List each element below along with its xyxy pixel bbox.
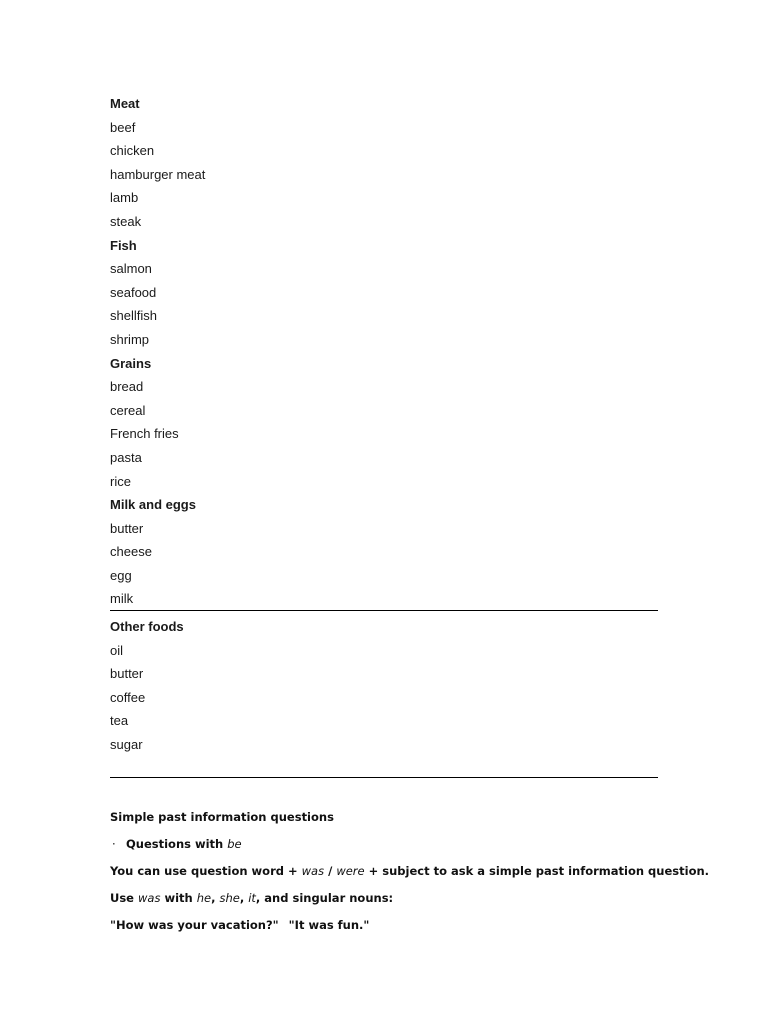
document-page xyxy=(110,92,710,939)
food-item: chicken xyxy=(110,143,155,159)
food-item: coffee xyxy=(110,689,146,705)
food-item: tea xyxy=(110,713,129,729)
bullet-item xyxy=(110,831,658,858)
usage-rest: , and singular nouns: xyxy=(255,890,394,905)
grammar-usage-line xyxy=(110,885,658,912)
food-item: beef xyxy=(110,119,136,135)
food-item: oil xyxy=(110,642,124,658)
usage-text: Use xyxy=(110,890,138,905)
horizontal-rule xyxy=(110,777,658,778)
food-list-part-2 xyxy=(110,615,658,757)
category-heading-meat: Meat xyxy=(110,96,140,111)
food-item: salmon xyxy=(110,261,152,277)
food-item: cereal xyxy=(110,402,146,418)
usage-she: she xyxy=(219,890,240,905)
category-heading-grains: Grains xyxy=(110,355,152,371)
food-item: egg xyxy=(110,567,132,583)
usage-with: with xyxy=(160,890,197,905)
usage-it: it xyxy=(248,890,256,905)
category-heading-other-foods: Other foods xyxy=(110,619,184,635)
rule-slash: / xyxy=(324,863,337,878)
example-answer: "It was fun." xyxy=(288,917,370,932)
food-item: sugar xyxy=(110,737,143,753)
food-item: milk xyxy=(110,591,134,607)
food-item: shellfish xyxy=(110,308,157,324)
usage-comma: , xyxy=(239,890,249,905)
rule-was: was xyxy=(301,863,325,878)
example-question: "How was your vacation?" xyxy=(110,917,279,932)
food-item: shrimp xyxy=(110,331,150,347)
food-item: butter xyxy=(110,520,144,536)
rule-were: were xyxy=(336,863,365,878)
bullet-italic: be xyxy=(227,836,242,851)
category-heading-fish: Fish xyxy=(110,237,137,253)
rule-text-end: + subject to ask a simple past information question. xyxy=(364,863,710,878)
usage-comma: , xyxy=(211,890,220,905)
grammar-rule-line xyxy=(110,858,710,885)
horizontal-rule xyxy=(110,610,658,611)
food-item: cheese xyxy=(110,544,152,560)
rule-text: You can use question word + xyxy=(110,863,302,878)
bullet-icon: · xyxy=(112,836,116,851)
food-list-part-1 xyxy=(110,92,658,611)
usage-he: he xyxy=(196,890,212,905)
food-item: pasta xyxy=(110,449,142,465)
food-item: rice xyxy=(110,473,131,489)
example-line xyxy=(110,912,658,939)
category-heading-milk-and-eggs: Milk and eggs xyxy=(110,497,196,513)
food-item: bread xyxy=(110,379,144,395)
grammar-section xyxy=(110,804,710,939)
food-item: lamb xyxy=(110,190,139,206)
food-item: seafood xyxy=(110,284,157,300)
food-item: butter xyxy=(110,666,144,682)
grammar-title: Simple past information questions xyxy=(110,809,334,824)
usage-was: was xyxy=(138,890,161,905)
food-item: French fries xyxy=(110,426,179,442)
food-item: steak xyxy=(110,213,142,229)
bullet-text: Questions with xyxy=(126,836,228,851)
food-item: hamburger meat xyxy=(110,166,206,182)
